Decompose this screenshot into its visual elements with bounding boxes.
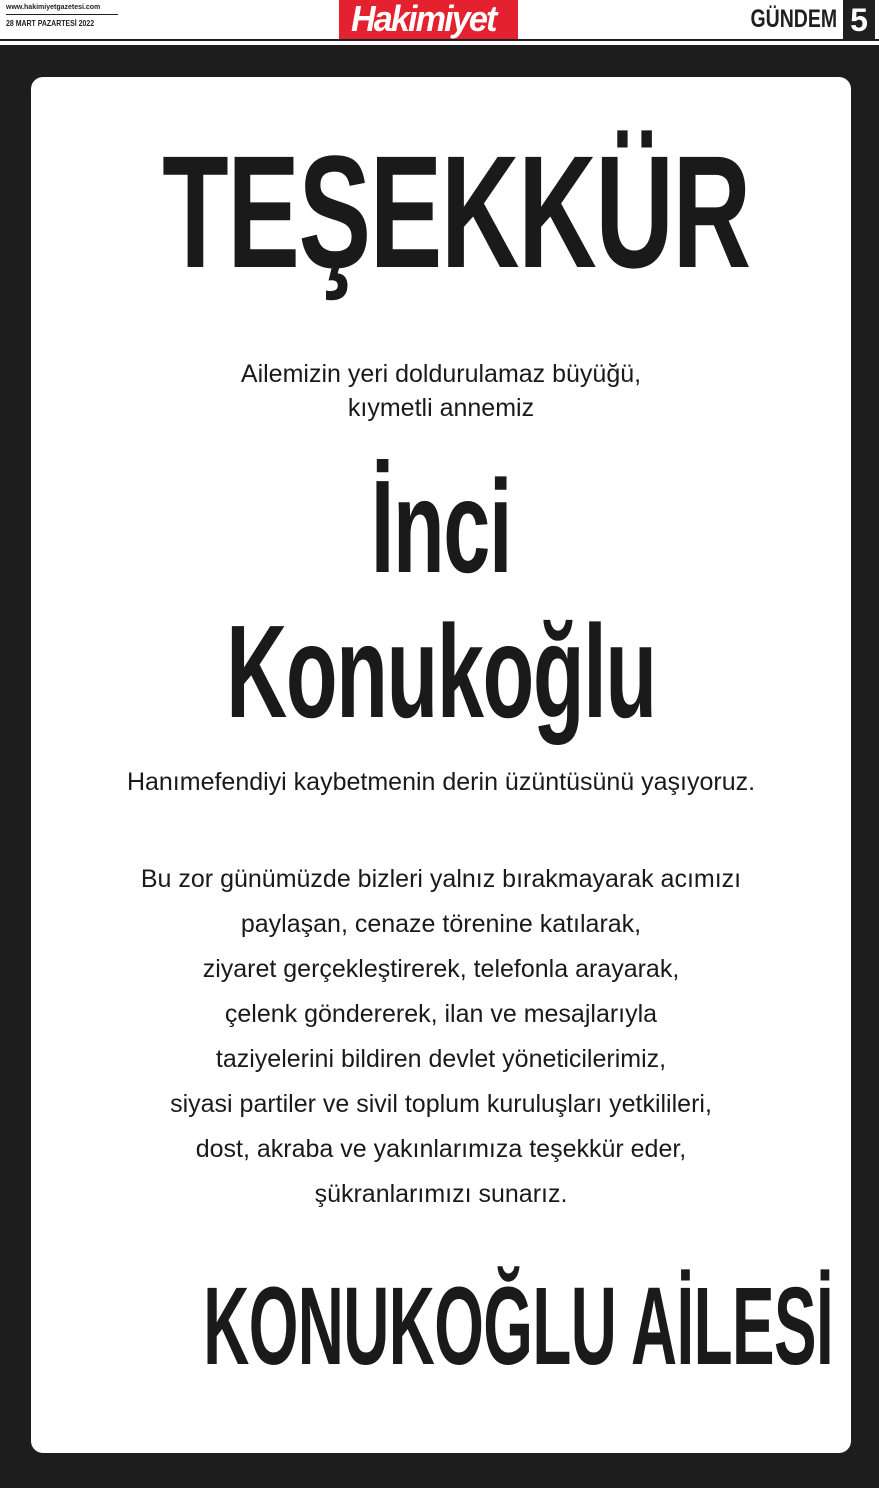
header-rule <box>0 39 879 41</box>
thanks-line: Bu zor günümüzde bizleri yalnız bırakmayarak acımızı <box>140 865 742 893</box>
newspaper-header <box>0 0 879 42</box>
thanks-line: paylaşan, cenaze törenine katılarak, <box>240 910 642 938</box>
thanks-line: siyasi partiler ve sivil toplum kuruluşları yetkilileri, <box>170 1090 712 1118</box>
thanks-line: dost, akraba ve yakınlarımıza teşekkür eder, <box>195 1135 687 1163</box>
logo-text: Hakimiyet <box>351 0 496 39</box>
section-label: GÜNDEM <box>750 5 837 33</box>
thanks-line: çelenk göndererek, ilan ve mesajlarıyla <box>224 1000 658 1028</box>
notice-heading: TEŞEKKÜR <box>162 122 750 301</box>
thanks-text <box>31 857 851 1217</box>
deceased-last-name: Konukoğlu <box>226 598 656 745</box>
intro-text <box>31 357 851 425</box>
condolence-text: Hanımefendiyi kaybetmenin derin üzüntüsünü yaşıyoruz. <box>126 768 756 796</box>
issue-date: 28 MART PAZARTESİ 2022 <box>6 18 95 28</box>
thanks-line: şükranlarımızı sunarız. <box>314 1180 568 1208</box>
site-url[interactable]: www.hakimiyetgazetesi.com <box>6 4 101 11</box>
logo-side-mark <box>341 6 347 34</box>
thanks-line: ziyaret gerçekleştirerek, telefonla arayarak, <box>202 955 680 983</box>
header-divider <box>6 14 118 15</box>
intro-line: Ailemizin yeri doldurulamaz büyüğü, <box>240 360 642 388</box>
page-number: 5 <box>843 0 875 39</box>
thanks-line: taziyelerini bildiren devlet yöneticilerimiz, <box>215 1045 667 1073</box>
notice-frame <box>0 45 879 1488</box>
newspaper-logo[interactable] <box>339 0 518 40</box>
notice-paper <box>31 77 851 1453</box>
intro-line: kıymetli annemiz <box>347 394 535 422</box>
deceased-first-name: İnci <box>370 453 512 600</box>
family-signature: KONUKOĞLU AİLESİ <box>203 1265 834 1388</box>
